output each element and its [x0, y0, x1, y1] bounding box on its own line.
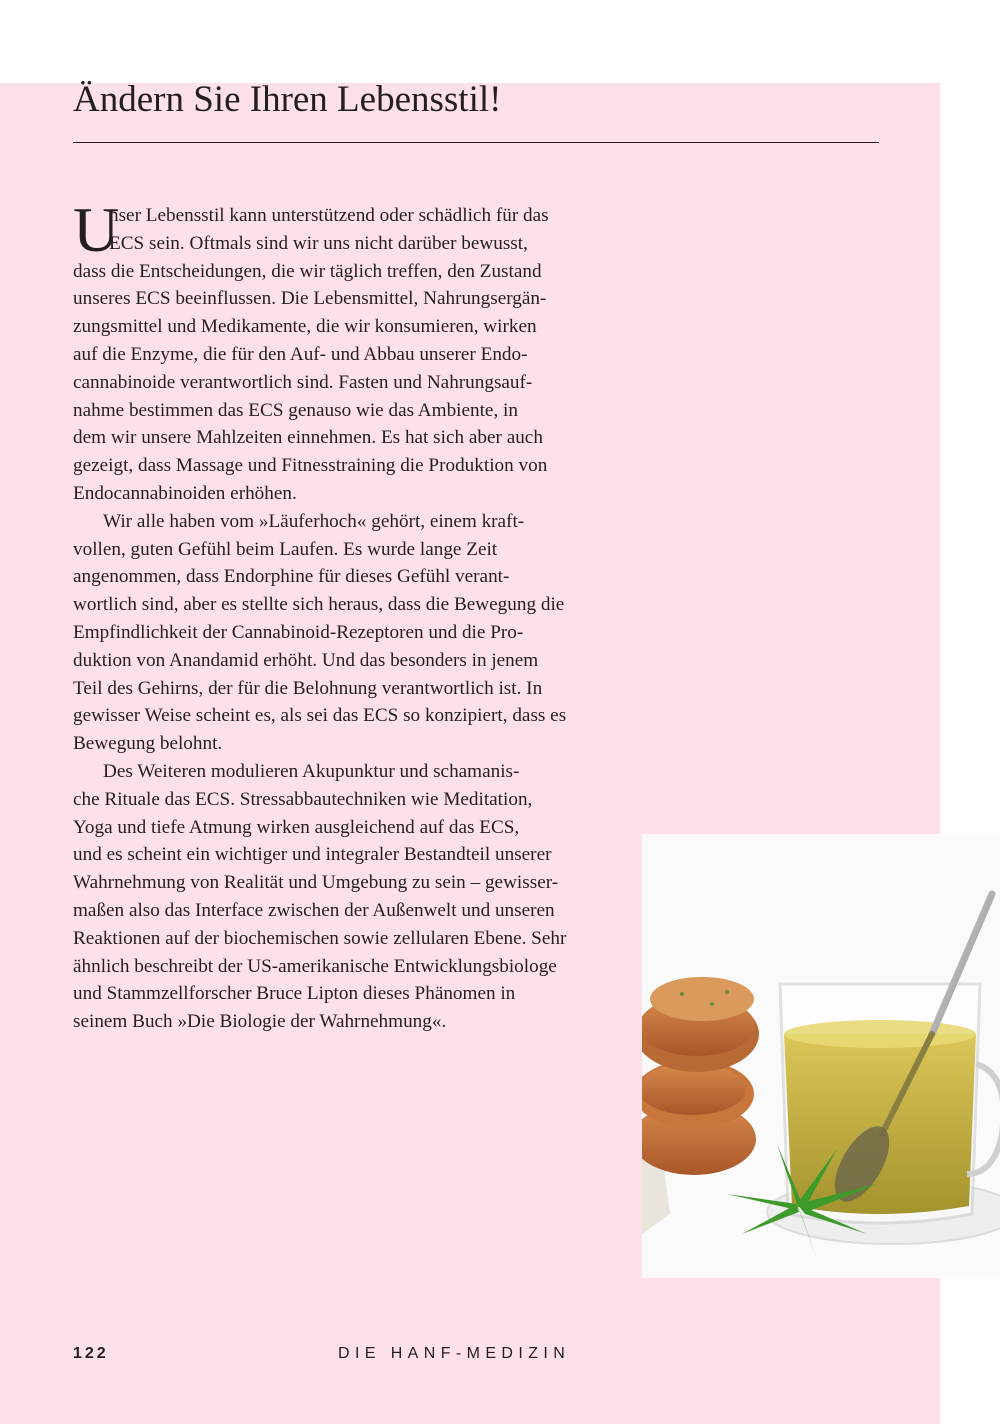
text-line: Endocannabinoiden erhöhen.: [73, 482, 297, 504]
page-number: 122: [73, 1345, 109, 1362]
text-line: gewisser Weise scheint es, als sei das ECS so konzipiert, dass es: [73, 705, 567, 727]
text-line: ECS sein. Oftmals sind wir uns nicht darüber bewusst,: [109, 232, 528, 254]
text-line: unseres ECS beeinflussen. Die Lebensmittel, Nahrungsergän-: [73, 288, 547, 310]
title-rule: [73, 142, 879, 143]
text-line: ähnlich beschreibt der US-amerikanische Entwicklungsbiologe: [73, 955, 557, 977]
text-line: che Rituale das ECS. Stressabbautechniken wie Meditation,: [73, 788, 533, 810]
body-text: [73, 194, 618, 1036]
tea-and-muffins-photo: [642, 834, 1000, 1278]
chapter-title: Ändern Sie Ihren Lebensstil!: [73, 79, 502, 120]
running-footer-title: DIE HANF-MEDIZIN: [338, 1345, 571, 1362]
text-line: und Stammzellforscher Bruce Lipton dieses Phänomen in: [73, 983, 516, 1005]
text-line: nahme bestimmen das ECS genauso wie das Ambiente, in: [73, 399, 518, 421]
text-line: duktion von Anandamid erhöht. Und das besonders in jenem: [73, 649, 539, 671]
text-line: vollen, guten Gefühl beim Laufen. Es wurde lange Zeit: [73, 538, 498, 560]
text-line: Teil des Gehirns, der für die Belohnung verantwortlich ist. In: [73, 677, 543, 699]
text-line: Des Weiteren modulieren Akupunktur und schamanis-: [103, 760, 520, 782]
text-line: cannabinoide verantwortlich sind. Fasten und Nahrungsauf-: [73, 371, 533, 393]
text-line: Empfindlichkeit der Cannabinoid-Rezeptoren und die Pro-: [73, 621, 524, 643]
text-line: Wir alle haben vom »Läuferhoch« gehört, einem kraft-: [103, 510, 525, 532]
text-line: maßen also das Interface zwischen der Außenwelt und unseren: [73, 899, 555, 921]
text-line: seinem Buch »Die Biologie der Wahrnehmung«.: [73, 1011, 447, 1033]
text-line: Wahrnehmung von Realität und Umgebung zu sein – gewisser-: [73, 872, 559, 894]
text-line: Bewegung belohnt.: [73, 733, 223, 755]
text-line: Reaktionen auf der biochemischen sowie zellularen Ebene. Sehr: [73, 927, 567, 949]
text-line: gezeigt, dass Massage und Fitnesstraining die Produktion von: [73, 455, 548, 477]
drop-cap: U: [73, 194, 120, 265]
text-line: angenommen, dass Endorphine für dieses Gefühl verant-: [73, 566, 510, 588]
text-line: auf die Enzyme, die für den Auf- und Abbau unserer Endo-: [73, 343, 528, 365]
text-line: Yoga und tiefe Atmung wirken ausgleichend auf das ECS,: [73, 816, 520, 838]
text-line: zungsmittel und Medikamente, die wir konsumieren, wirken: [73, 316, 537, 338]
text-line: dass die Entscheidungen, die wir täglich treffen, den Zustand: [73, 260, 542, 282]
text-line: und es scheint ein wichtiger und integraler Bestandteil unserer: [73, 844, 552, 866]
text-line: nser Lebensstil kann unterstützend oder schädlich für das: [109, 205, 549, 226]
photo-illustration: [642, 834, 1000, 1278]
text-line: wortlich sind, aber es stellte sich heraus, dass die Bewegung die: [73, 594, 565, 616]
text-line: dem wir unsere Mahlzeiten einnehmen. Es hat sich aber auch: [73, 427, 543, 449]
